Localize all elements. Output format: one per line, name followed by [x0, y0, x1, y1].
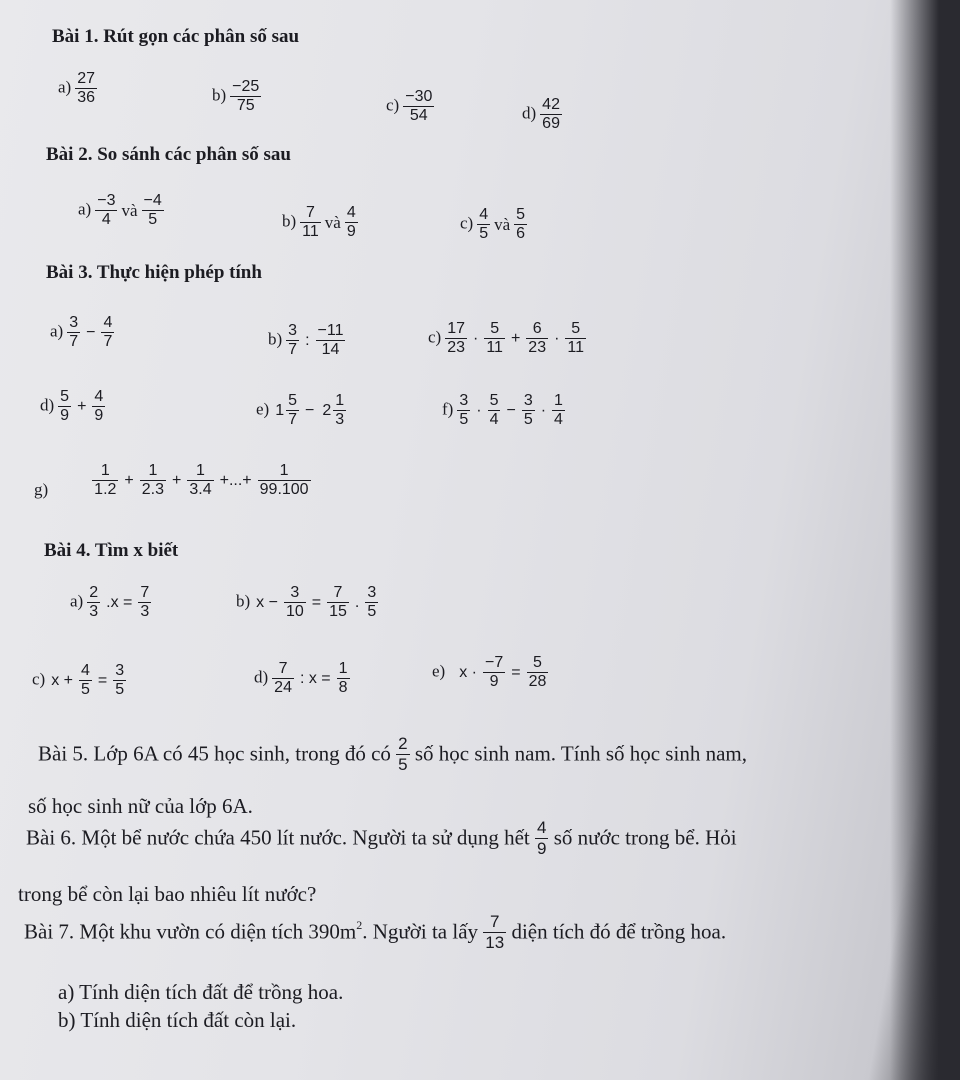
- ex3-item-a: [50, 314, 114, 352]
- fraction: $\frac{3}{5}$: [459, 392, 469, 429]
- fraction: $\frac{5}{11}$: [567, 320, 585, 357]
- item-label: g): [34, 479, 49, 499]
- fraction: $\frac{1}{3.4}$: [189, 462, 212, 499]
- exercise-text: Bài 7. Một khu vườn có diện tích 390m: [24, 919, 357, 944]
- fraction: $\frac{-25}{75}$: [232, 78, 260, 115]
- operator: +: [124, 471, 134, 489]
- operator: −: [305, 401, 315, 419]
- ex2-item-c: [460, 206, 527, 244]
- exercise-3-title: Bài 3. Thực hiện phép tính: [46, 262, 262, 283]
- fraction: $\frac{7}{24}$: [274, 660, 292, 697]
- ex3-item-c: [428, 320, 586, 358]
- ex4-item-e: [432, 654, 548, 692]
- whole-part: 1: [275, 401, 285, 419]
- ex4-item-a: [70, 584, 151, 622]
- exercise-text: diện tích đó để trồng hoa.: [511, 919, 727, 944]
- fraction: $\frac{7}{11}$: [302, 204, 319, 241]
- item-label: b): [282, 211, 297, 231]
- ex2-item-b: [282, 204, 358, 242]
- fraction: $\frac{2}{5}$: [398, 734, 408, 774]
- ex1-item-c: [386, 88, 434, 126]
- item-label: c): [32, 669, 46, 689]
- fraction: $\frac{17}{23}$: [447, 320, 466, 357]
- item-label: d): [254, 667, 269, 687]
- ex1-item-a: [58, 70, 97, 108]
- operator: −: [86, 323, 96, 341]
- exercise-2-title: Bài 2. So sánh các phân số sau: [46, 144, 291, 165]
- fraction: $\frac{1}{99.100}$: [259, 462, 309, 499]
- conjunction: và: [121, 200, 138, 220]
- fraction: $\frac{-11}{14}$: [317, 322, 344, 359]
- fraction: $\frac{5}{7}$: [288, 392, 298, 429]
- item-label: a): [58, 77, 72, 97]
- page-shadow: [890, 0, 960, 1080]
- fraction: $\frac{42}{69}$: [542, 96, 560, 133]
- fraction: $\frac{1}{1.2}$: [94, 462, 117, 499]
- fraction: $\frac{-4}{5}$: [143, 192, 162, 229]
- ex3-item-b: [268, 322, 345, 360]
- fraction: $\frac{1}{4}$: [554, 392, 563, 429]
- exercise-7-part-a: a) Tính diện tích đất để trồng hoa.: [58, 980, 344, 1004]
- item-label: f): [442, 399, 454, 419]
- fraction: $\frac{5}{28}$: [528, 654, 547, 691]
- conjunction: và: [494, 214, 511, 234]
- item-label: b): [236, 591, 251, 611]
- ex1-item-d: [522, 96, 562, 134]
- fraction: $\frac{3}{10}$: [285, 584, 304, 621]
- conjunction: và: [324, 212, 341, 232]
- item-label: b): [268, 329, 283, 349]
- item-label: c): [428, 327, 442, 347]
- operator: =: [97, 671, 108, 689]
- exercise-7-part-b: b) Tính diện tích đất còn lại.: [58, 1008, 297, 1032]
- fraction: $\frac{4}{9}$: [94, 388, 104, 425]
- fraction: $\frac{3}{7}$: [288, 322, 298, 359]
- equation-text: x −: [256, 593, 278, 611]
- superscript: 2: [356, 917, 363, 932]
- fraction: $\frac{4}{7}$: [103, 314, 113, 351]
- operator: +: [172, 471, 182, 489]
- operator: :: [305, 331, 310, 349]
- ex4-item-b: [236, 584, 378, 622]
- exercise-6-line-1: [26, 818, 737, 858]
- operator: .: [354, 593, 360, 611]
- fraction: $\frac{5}{11}$: [486, 320, 503, 357]
- ex2-item-a: [78, 192, 164, 230]
- ex3-item-d: [40, 388, 105, 426]
- equation-text: x +: [51, 671, 74, 689]
- exercise-text: số học sinh nam. Tính số học sinh nam,: [414, 741, 747, 766]
- fraction: $\frac{3}{7}$: [69, 314, 79, 351]
- ex4-item-d: [254, 660, 350, 698]
- whole-part: 2: [322, 401, 332, 419]
- ex4-item-c: [32, 662, 126, 700]
- exercise-6-line-2: trong bể còn lại bao nhiêu lít nước?: [18, 882, 317, 906]
- fraction: $\frac{7}{13}$: [485, 912, 505, 952]
- fraction: $\frac{1}{3}$: [335, 392, 345, 429]
- fraction: $\frac{-7}{9}$: [485, 654, 504, 691]
- fraction: $\frac{5}{6}$: [516, 206, 526, 243]
- exercise-text: Bài 5. Lớp 6A có 45 học sinh, trong đó có: [38, 741, 391, 766]
- fraction: $\frac{7}{3}$: [140, 584, 150, 621]
- fraction: $\frac{3}{5}$: [115, 662, 125, 699]
- exercise-7-line-1: [24, 912, 726, 952]
- item-label: a): [70, 591, 84, 611]
- exercise-5-line-1: [38, 734, 747, 774]
- fraction: $\frac{7}{15}$: [329, 584, 347, 621]
- exercise-5-line-2: số học sinh nữ của lớp 6A.: [28, 794, 253, 818]
- fraction: $\frac{4}{5}$: [81, 662, 90, 699]
- ex3-item-g: [34, 462, 311, 500]
- operator: +: [510, 329, 521, 347]
- item-label: d): [40, 395, 55, 415]
- operator: ·: [540, 401, 547, 419]
- operator: +: [77, 397, 87, 415]
- fraction: $\frac{2}{3}$: [89, 584, 99, 621]
- item-label: a): [78, 199, 92, 219]
- operator: ·: [554, 329, 560, 347]
- equation-text: : x =: [299, 669, 331, 687]
- item-label: b): [212, 85, 227, 105]
- ex3-item-f: [442, 392, 565, 430]
- fraction: $\frac{1}{2.3}$: [141, 462, 165, 499]
- operator: =: [311, 593, 322, 611]
- operator: −: [506, 401, 516, 419]
- exercise-text: số nước trong bể. Hỏi: [553, 825, 737, 850]
- item-label: a): [50, 321, 64, 341]
- item-label: e): [432, 661, 446, 681]
- fraction: $\frac{6}{23}$: [528, 320, 547, 357]
- item-label: d): [522, 103, 537, 123]
- fraction: $\frac{-30}{54}$: [405, 88, 433, 125]
- fraction: $\frac{5}{9}$: [60, 388, 70, 425]
- fraction: $\frac{4}{5}$: [479, 206, 489, 243]
- fraction: $\frac{4}{9}$: [346, 204, 356, 241]
- exercise-text: . Người ta lấy: [362, 919, 479, 944]
- ex3-item-e: [256, 392, 346, 430]
- fraction: $\frac{-3}{4}$: [97, 192, 116, 229]
- operator: ·: [473, 329, 479, 347]
- exercise-4-title: Bài 4. Tìm x biết: [44, 540, 179, 561]
- exercise-1-title: Bài 1. Rút gọn các phân số sau: [52, 26, 300, 47]
- item-label: e): [256, 399, 270, 419]
- fraction: $\frac{1}{8}$: [338, 660, 348, 697]
- fraction: $\frac{4}{9}$: [536, 818, 547, 858]
- ellipsis: +...+: [219, 471, 252, 489]
- equation-text: .x =: [106, 593, 133, 611]
- item-label: c): [460, 213, 474, 233]
- fraction: $\frac{3}{5}$: [523, 392, 533, 429]
- operator: ·: [476, 401, 482, 419]
- equation-text: x ·: [459, 663, 477, 681]
- item-label: c): [386, 95, 400, 115]
- exercise-text: Bài 6. Một bể nước chứa 450 lít nước. Người ta sử dụng hết: [26, 825, 530, 850]
- fraction: $\frac{5}{4}$: [489, 392, 499, 429]
- ex1-item-b: [212, 78, 261, 116]
- fraction: $\frac{27}{36}$: [77, 70, 96, 107]
- fraction: $\frac{3}{5}$: [367, 584, 377, 621]
- operator: =: [511, 663, 521, 681]
